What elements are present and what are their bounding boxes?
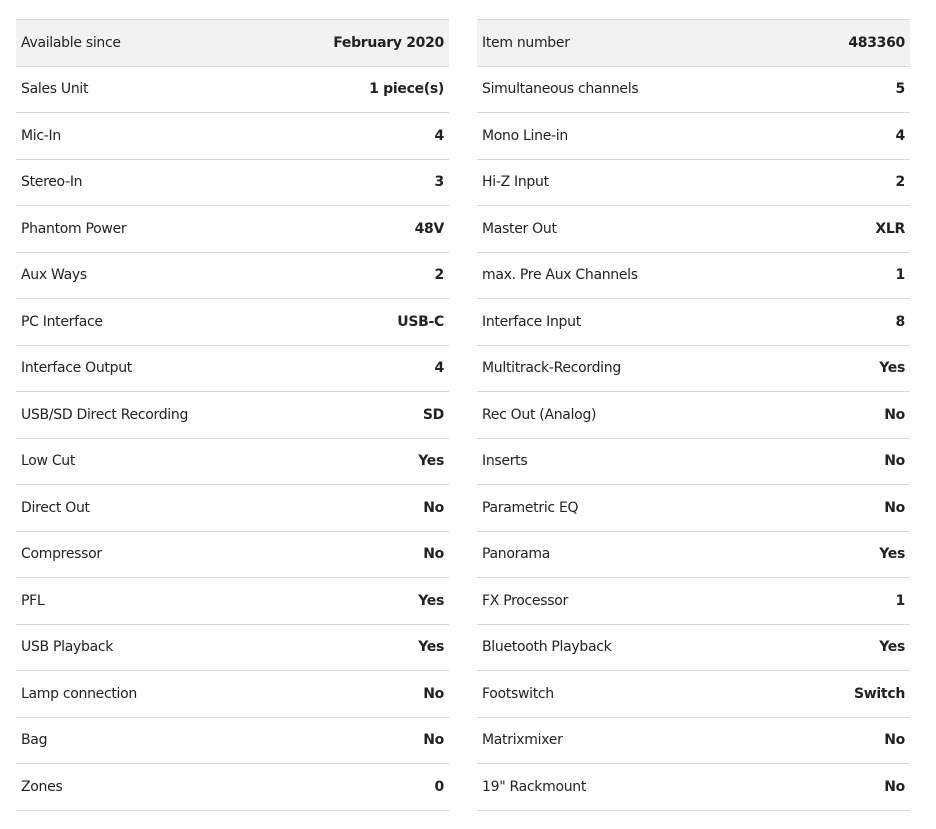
spec-value: 2 — [434, 267, 444, 284]
spec-label: Panorama — [482, 546, 550, 563]
spec-label: Sales Unit — [21, 81, 89, 98]
spec-label: Multitrack-Recording — [482, 360, 621, 377]
spec-label: max. Pre Aux Channels — [482, 267, 638, 284]
spec-row — [16, 671, 449, 718]
spec-value: No — [884, 778, 905, 795]
spec-value: 1 piece(s) — [369, 81, 444, 98]
spec-value: 4 — [434, 360, 444, 377]
spec-label: Bag — [21, 732, 48, 749]
spec-row — [477, 67, 910, 114]
spec-value: No — [423, 685, 444, 702]
spec-value: 5 — [895, 81, 905, 98]
spec-label: USB Playback — [21, 639, 114, 656]
spec-value: 4 — [895, 127, 905, 144]
spec-row — [477, 718, 910, 765]
spec-label: Low Cut — [21, 453, 76, 470]
spec-value: 4 — [434, 127, 444, 144]
spec-value: USB-C — [397, 313, 444, 330]
spec-row — [16, 764, 449, 811]
spec-value: 483360 — [848, 34, 905, 51]
spec-label: Interface Output — [21, 360, 132, 377]
spec-value: No — [884, 732, 905, 749]
spec-row — [477, 764, 910, 811]
spec-label: Footswitch — [482, 685, 554, 702]
spec-value: SD — [422, 406, 444, 423]
spec-table-left — [16, 19, 449, 811]
spec-label: Hi-Z Input — [482, 174, 549, 191]
spec-row — [477, 253, 910, 300]
spec-label: Lamp connection — [21, 685, 137, 702]
spec-label: Rec Out (Analog) — [482, 406, 597, 423]
spec-value: No — [884, 406, 905, 423]
spec-value: Yes — [418, 639, 444, 656]
spec-value: Yes — [879, 639, 905, 656]
spec-row — [477, 299, 910, 346]
spec-label: Master Out — [482, 220, 557, 237]
spec-value: Switch — [854, 685, 905, 702]
spec-value: No — [423, 546, 444, 563]
spec-label: FX Processor — [482, 592, 568, 609]
spec-row — [16, 206, 449, 253]
spec-row — [477, 113, 910, 160]
spec-label: Bluetooth Playback — [482, 639, 612, 656]
spec-row — [16, 20, 449, 67]
spec-row — [477, 346, 910, 393]
spec-label: Available since — [21, 34, 121, 51]
spec-label: Matrixmixer — [482, 732, 563, 749]
spec-row — [16, 299, 449, 346]
spec-row — [477, 206, 910, 253]
spec-row — [16, 532, 449, 579]
spec-row — [477, 485, 910, 532]
spec-label: Simultaneous channels — [482, 81, 639, 98]
spec-row — [477, 160, 910, 207]
spec-row — [16, 160, 449, 207]
spec-row — [477, 532, 910, 579]
spec-value: 48V — [414, 220, 444, 237]
spec-value: Yes — [418, 453, 444, 470]
spec-value: Yes — [879, 360, 905, 377]
spec-value: XLR — [875, 220, 905, 237]
spec-value: February 2020 — [333, 34, 444, 51]
spec-row — [477, 625, 910, 672]
spec-label: USB/SD Direct Recording — [21, 406, 189, 423]
spec-value: 1 — [895, 592, 905, 609]
spec-row — [477, 578, 910, 625]
spec-value: No — [884, 499, 905, 516]
spec-row — [477, 20, 910, 67]
spec-value: No — [884, 453, 905, 470]
spec-row — [16, 392, 449, 439]
spec-value: 0 — [434, 778, 444, 795]
spec-row — [16, 253, 449, 300]
spec-label: Inserts — [482, 453, 528, 470]
spec-label: PFL — [21, 592, 45, 609]
spec-row — [16, 485, 449, 532]
spec-table-right — [477, 19, 910, 811]
spec-label: Interface Input — [482, 313, 581, 330]
spec-row — [16, 578, 449, 625]
spec-label: Direct Out — [21, 499, 90, 516]
spec-label: Parametric EQ — [482, 499, 579, 516]
spec-value: No — [423, 732, 444, 749]
spec-label: Mic-In — [21, 127, 61, 144]
spec-value: Yes — [879, 546, 905, 563]
spec-row — [16, 439, 449, 486]
spec-value: 2 — [895, 174, 905, 191]
spec-row — [477, 392, 910, 439]
spec-label: Stereo-In — [21, 174, 83, 191]
spec-value: Yes — [418, 592, 444, 609]
spec-value: No — [423, 499, 444, 516]
spec-label: Zones — [21, 778, 63, 795]
spec-value: 3 — [434, 174, 444, 191]
spec-row — [477, 671, 910, 718]
spec-label: Item number — [482, 34, 570, 51]
spec-row — [16, 113, 449, 160]
spec-row — [16, 67, 449, 114]
spec-row — [16, 625, 449, 672]
spec-row — [16, 346, 449, 393]
spec-label: Mono Line-in — [482, 127, 568, 144]
spec-row — [477, 439, 910, 486]
spec-label: PC Interface — [21, 313, 103, 330]
spec-row — [16, 718, 449, 765]
spec-label: Aux Ways — [21, 267, 87, 284]
spec-value: 8 — [895, 313, 905, 330]
spec-value: 1 — [895, 267, 905, 284]
spec-label: 19" Rackmount — [482, 778, 587, 795]
spec-label: Compressor — [21, 546, 102, 563]
spec-label: Phantom Power — [21, 220, 127, 237]
